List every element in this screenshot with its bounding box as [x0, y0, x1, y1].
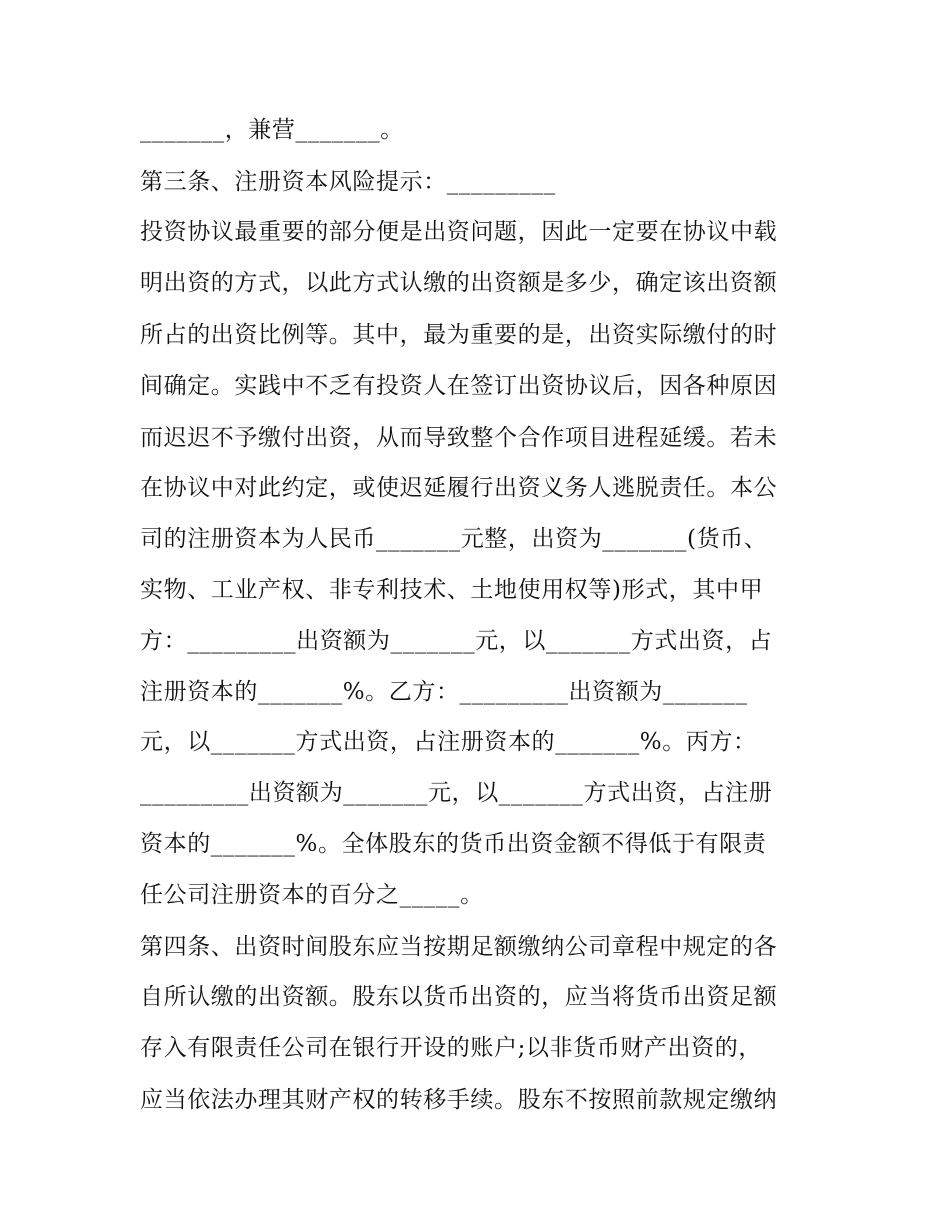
text-line: 间确定。实践中不乏有投资人在签订出资协议后，因各种原因 — [140, 373, 778, 399]
text-line: 投资协议最重要的部分便是出资问题，因此一定要在协议中载 — [140, 219, 778, 245]
text-line: 明出资的方式，以此方式认缴的出资额是多少，确定该出资额 — [140, 270, 778, 296]
text-line: 实物、工业产权、非专利技术、土地使用权等)形式，其中甲 — [140, 577, 764, 603]
text-line: 在协议中对此约定，或使迟延履行出资义务人逃脱责任。本公 — [140, 475, 778, 501]
clause-4-heading: 第四条、出资时间股东应当按期足额缴纳公司章程中规定的各 — [140, 934, 778, 960]
text-line: _______，兼营_______。 — [140, 117, 404, 143]
text-line: 注册资本的_______%。乙方：_________出资额为_______ — [140, 679, 748, 705]
text-line: 方：_________出资额为_______元，以_______方式出资，占 — [140, 628, 773, 654]
text-line: 司的注册资本为人民币_______元整，出资为_______(货币、 — [140, 526, 768, 552]
text-line: 元，以_______方式出资，占注册资本的_______%。丙方： — [140, 729, 757, 755]
text-line: 存入有限责任公司在银行开设的账户;以非货币财产出资的， — [140, 1035, 762, 1061]
text-line: 资本的_______%。全体股东的货币出资金额不得低于有限责 — [140, 831, 767, 857]
text-line: 自所认缴的出资额。股东以货币出资的，应当将货币出资足额 — [140, 984, 778, 1010]
text-line: 而迟迟不予缴付出资，从而导致整个合作项目进程延缓。若未 — [140, 425, 778, 451]
text-line: _________出资额为_______元，以_______方式出资，占注册 — [140, 780, 773, 806]
text-line: 任公司注册资本的百分之_____。 — [140, 882, 484, 908]
clause-3-heading: 第三条、注册资本风险提示：_________ — [140, 169, 556, 195]
text-line: 应当依法办理其财产权的转移手续。股东不按照前款规定缴纳 — [140, 1087, 778, 1113]
text-line: 所占的出资比例等。其中，最为重要的是，出资实际缴付的时 — [140, 322, 778, 348]
